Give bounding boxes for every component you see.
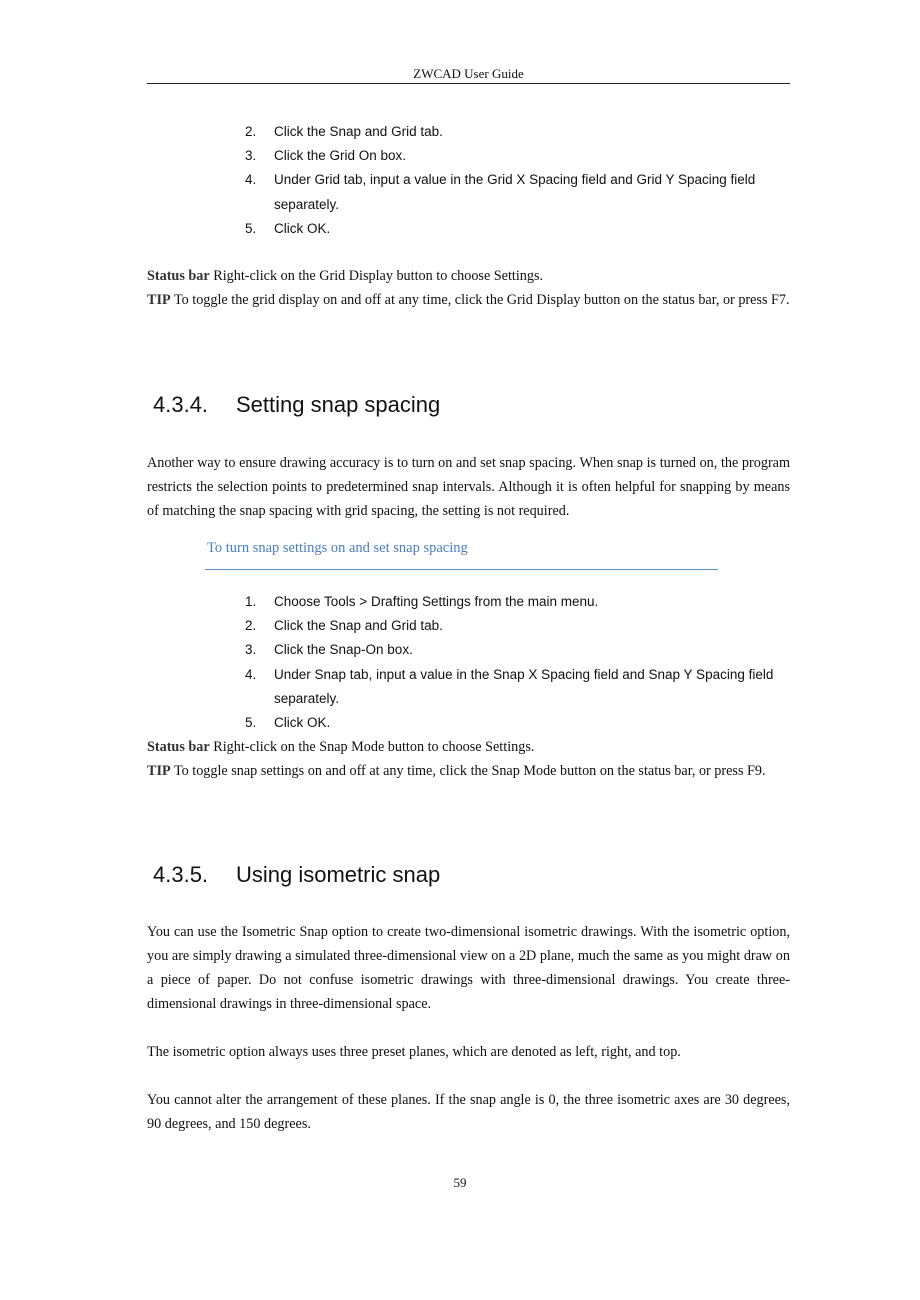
grid-tip: TIP To toggle the grid display on and off at any time, click the Grid Display button on the status bar, or press F7. xyxy=(147,292,790,308)
list-item: 4. Under Snap tab, input a value in the Snap X Spacing field and Snap Y Spacing field separately. xyxy=(245,666,774,706)
list-item: 5. Click OK. xyxy=(245,220,331,236)
procedure-heading: To turn snap settings on and set snap spacing xyxy=(207,540,468,556)
list-item: 4. Under Grid tab, input a value in the Grid X Spacing field and Grid Y Spacing field separately. xyxy=(245,172,756,212)
section-heading-4-3-4: 4.3.4. Setting snap spacing xyxy=(153,392,441,417)
isometric-paragraph: You cannot alter the arrangement of these planes. If the snap angle is 0, the three isometric axes are 30 degrees, 90 degrees, and 150 degrees. xyxy=(147,1092,790,1132)
snap-steps-list xyxy=(245,590,790,735)
grid-steps-list xyxy=(245,120,790,241)
list-item: 3. Click the Grid On box. xyxy=(245,148,407,164)
list-item: 2. Click the Snap and Grid tab. xyxy=(245,618,443,634)
list-item: 3. Click the Snap-On box. xyxy=(245,642,413,658)
isometric-paragraph: You can use the Isometric Snap option to create two-dimensional isometric drawings. With the isometric option, you are simply drawing a simulated three-dimensional view on a 2D plane, much the same as you might draw on a piece of paper. Do not confuse isometric drawings with three-dimensional drawings. You create three-dimensional drawings in three-dimensional space. xyxy=(147,924,790,1012)
snap-tip: TIP To toggle snap settings on and off at any time, click the Snap Mode button on the status bar, or press F9. xyxy=(147,763,766,779)
grid-status-note: Status bar Right-click on the Grid Display button to choose Settings. xyxy=(147,268,544,284)
page-number: 59 xyxy=(453,1175,467,1190)
section-heading-4-3-5: 4.3.5. Using isometric snap xyxy=(153,862,441,887)
list-item: 1. Choose Tools > Drafting Settings from the main menu. xyxy=(245,594,599,609)
isometric-paragraph: The isometric option always uses three preset planes, which are denoted as left, right, and top. xyxy=(147,1044,681,1060)
list-item: 5. Click OK. xyxy=(245,715,331,731)
snap-paragraph: Another way to ensure drawing accuracy is to turn on and set snap spacing. When snap is turned on, the program restricts the selection points to predetermined snap intervals. Although it is often helpful for snapping by means of matching the snap spacing with grid spacing, the setting is not required. xyxy=(147,455,790,519)
running-header: ZWCAD User Guide xyxy=(413,66,524,81)
snap-status-note: Status bar Right-click on the Snap Mode button to choose Settings. xyxy=(147,739,535,755)
procedure-rule xyxy=(205,569,718,570)
header-rule xyxy=(147,83,790,84)
list-item: 2. Click the Snap and Grid tab. xyxy=(245,124,443,139)
